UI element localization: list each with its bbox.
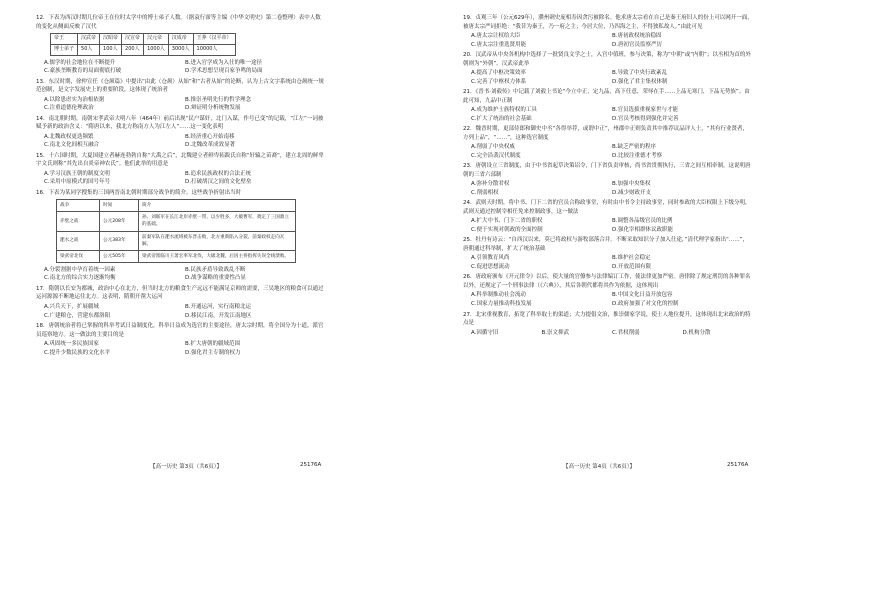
option-c[interactable]: C.完善了中枢权力体系 [471,78,527,85]
table-cell: 时间 [100,200,139,212]
table-row [51,34,236,45]
question-19 [463,14,753,49]
option-c[interactable]: C.促进思想流动 [471,263,510,270]
option-b[interactable]: B.扩大唐朝的疆域范围 [185,341,241,348]
answer-options [36,340,326,357]
question-22 [463,125,753,160]
answer-options [463,329,753,338]
question-16 [36,189,326,283]
question-stem: 21．《晋书·刘毅传》中记载了刘毅上书论“今立中正，定九品，高下任意，荣辱在手……上品无寒门，下品无势族”。由此可知，九品中正制 [463,89,750,104]
answer-options [463,106,753,123]
question-stem: 22．魏晋时期，更部侍郎和御史中丞“各得举荐，或谓中正”，州郡中正则负责其中推荐议品评人士，“其有行业贤者，方列上品”，“……”，这种选官制度 [463,126,749,141]
table-cell: 梁武帝北伐 [57,250,100,262]
question-stem: 13．东汉时期，徐仲宣任《仓颉篇》中提出“由此（仓颉）从始”和“古者从始”的论断，认为上古文字系统由仓颉统一规范创制，是文字发展史上的重要阶段，这体现了统治者 [36,78,324,94]
option-b[interactable]: B.经济重心开始南移 [185,133,235,140]
question-stem: 18．唐朝统治者将已掌握的科举考试日益制度化，科举日益成为选官的主要途径，唐太宗时期，将全国分为十道，派官员巡察地方。这一做法的主要目的是 [36,323,324,338]
answer-options [36,170,326,187]
question-stem: 27．北宋重视教育，拓宽了科举取士的渠道；大力提倡文治，推崇儒家学说，使士人地位提升，这体现出北宋政治的特点是 [463,311,751,327]
option-c[interactable]: C.提升少数民族的文化水平 [44,349,111,356]
table-cell: 汉武帝 [78,34,100,45]
table-cell: 公元208年 [100,212,139,231]
question-stem: 14．南北朝时期，南朝宋孝武帝大明八年（464年）前后出现“民户谋奸，北门入谋，作号已变”的记载，“江左”一词被赋予新的政治含义：“隋唐以来，我北方称南方人为江左人”……这一变化表明 [36,115,324,131]
option-b[interactable]: B.崇文抑武 [541,329,570,336]
option-c[interactable]: C.扩大了统治的社会基础 [471,115,532,122]
option-c[interactable]: C.君权削弱 [612,329,640,336]
question-stem: 17．隋朝以长安为都城，政治中心在北方，但当时北方的粮食生产远远不能满足京师的需要，三吴地区的粮食可以通过运河源源不断地运往北方。这表明，隋朝开凿大运河 [36,285,324,301]
table-cell: 王莽（汉平帝） [193,34,235,45]
table-cell: 简介 [139,200,296,212]
option-d[interactable]: D.战争谋略的重要性凸显 [185,275,246,282]
question-20 [463,51,753,86]
option-b[interactable]: B.导致了中央行政紊乱 [612,70,668,77]
table-cell: 汉元帝 [144,34,169,45]
data-table [56,199,296,263]
option-a[interactable]: A.分裂割据中孕育着统一因素 [44,266,116,273]
option-d[interactable]: D.打破胡汉之间的文化壁垒 [185,179,252,186]
table-cell: 前秦军队在淝水流域被东晋击败，北方重新陷入分裂，前秦政权走向瓦解。 [139,231,296,250]
table-cell: 100人 [100,44,122,55]
table-cell: 梁武帝派临川王萧宏率军北伐，大破北魏，后因主将指挥失误全线溃败。 [139,250,296,262]
option-d[interactable]: D.学术思想呈现百家争鸣的局面 [185,68,263,75]
answer-options [36,303,326,320]
question-stem: 26．唐政府颁布《开元律令》以后，使大量的官僚参与法律编订工作，使法律更加严密。唐律除了规定刑罚的各种罪名以外，还规定了一个刑事法律（《六典》），其后各朝代都将其作为依据，这体现出 [463,274,751,289]
question-21 [463,88,753,123]
option-a[interactable]: A.学习汉族王朝的制度文明 [44,170,110,177]
option-c[interactable]: C.注重道德伦理政治 [44,105,94,112]
option-b[interactable]: B.缺乏严密的程序 [612,144,657,151]
option-d[interactable]: D.机构分散 [682,329,711,336]
question-stem: 19．贞观三年（公元629年），濮州刺史庞相寿因贪污被除名。他求唐太宗看在自己是秦王府旧人的份上可以网开一面，被唐太宗严词拒绝：“我昔为秦王，乃一府之主；今居大位，乃四海之主，不得独私故人。”由此可见 [463,15,753,30]
option-b[interactable]: B.调整各品级官员的比例 [612,218,673,225]
option-b[interactable]: B.进入官学成为入仕的唯一途径 [185,59,263,66]
option-d[interactable]: D.北魏改革成效显著 [185,142,235,149]
option-c[interactable]: C.唐太宗注重选贤用能 [471,41,527,48]
question-24 [463,199,753,234]
question-27 [463,311,753,338]
option-d[interactable]: D.唐初官员监察严厉 [612,41,662,48]
answer-options [463,69,753,86]
answer-options [463,180,753,197]
option-b[interactable]: B.中国文化日益开放包容 [612,292,673,299]
option-a[interactable]: A.弥补分散君权 [471,181,510,188]
option-a[interactable]: A.扩大中书、门下二省的职权 [471,218,543,225]
table-cell: 200人 [122,44,144,55]
option-d[interactable]: D.强化君主专制的权力 [185,349,241,356]
table-cell: 公元505年 [100,250,139,262]
table-cell: 汉成帝 [168,34,193,45]
question-stem: 24．武则天时期，将中书、门下二省的官员合称政事堂，有时由中书令主持政事堂，同时参政的大臣权限上下级分明，武则天通过控制宰相任免来控制政事，这一做法 [463,200,751,215]
table-cell: 3000人 [168,44,193,55]
option-d[interactable]: D.辩证明分析统物发展 [185,105,241,112]
option-d[interactable]: D.移民江南，开发江南地区 [185,312,252,319]
option-a[interactable]: A.提高了中枢决策效率 [471,70,526,77]
question-stem: 20．汉武帝从中央各机构中选择了一批贤良文学之士，入宫中值班，参与决策，称为“中朝”或“内朝”；以丞相为首的外朝则为“外朝”。汉武帝此举 [463,52,751,67]
table-cell: 汉昭帝 [100,34,122,45]
option-b[interactable]: B.推崇圣明先行的哲学理念 [185,96,252,103]
answer-options [463,32,753,49]
answer-options [463,254,753,271]
option-d[interactable]: D.强化了君主集权体制 [612,78,668,85]
question-stem: 16．下表为某同学搜集的三国两晋南北朝时期部分战争的简介。这些战争折射出当时 [36,189,242,196]
left-column [36,14,326,359]
option-d[interactable]: D.比较注重德才考察 [612,152,662,159]
question-stem: 15．十六国时期，大夏国建立者赫连勃勃自称“大禹之后”，北魏建立者鲜卑拓跋氏自称“轩辕之苗裔”，建立北周的鲜卑宇文氏则称“其先出自炎帝神农氏”。他们此举的用意是 [36,152,324,168]
option-a[interactable]: A.儒学的社会地位在不断提升 [44,59,116,66]
option-c[interactable]: C.南北方的综合实力逐渐均衡 [44,275,116,282]
option-a[interactable]: A.削弱了中央权威 [471,144,515,151]
table-row [57,231,296,250]
option-a[interactable]: A.引领教育风尚 [471,255,510,262]
table-row [57,212,296,231]
option-c[interactable]: C.豪族垄断教育的局面彻底打破 [44,68,122,75]
question-stem: 25．牡丹有诗云：“自西汉以来，莫已将政权与游牧部落合并。不断采取知识分子加入仕途，”清代理学家指出“……”，唐朝通过科举制，扩大了统治基础 [463,237,749,252]
answer-options [36,59,326,76]
option-c[interactable]: C.便于实现对朝政的全面控制 [471,226,543,233]
option-c[interactable]: C.完全沿袭汉代制度 [471,152,521,159]
option-d[interactable]: D.强化宰相群体议政职能 [612,226,673,233]
option-d[interactable]: D.开放范围有限 [612,263,651,270]
answer-options [36,266,326,283]
right-column [463,14,753,339]
option-a[interactable]: A.以除患虐实为治根依据 [44,96,105,103]
table-cell: 10000人 [193,44,235,55]
question-15 [36,152,326,187]
page-footer: 【高一历史 第3页（共6页）】 [150,464,222,470]
table-row [51,44,236,55]
option-c[interactable]: C.削弱相权 [471,189,499,196]
option-a[interactable]: A.因循守旧 [471,329,499,336]
table-cell: 赤壁之战 [57,212,100,231]
option-b[interactable]: B.追求民族政权的合法正统 [185,170,252,177]
option-a[interactable]: A.兴兵天下，扩展疆域 [44,303,99,310]
option-b[interactable]: B.官员选拔重视家世与才能 [612,107,679,114]
table-cell: 淝水之战 [57,231,100,250]
answer-options [463,217,753,234]
table-row [57,250,296,262]
paper-code: 25176A [300,462,322,468]
question-12 [36,14,326,76]
question-18 [36,322,326,357]
option-c[interactable]: C.采用中原模式的国号年号 [44,179,111,186]
table-cell: 1000人 [144,44,169,55]
table-row [57,200,296,212]
table-cell: 帝王 [51,34,78,45]
question-13 [36,78,326,113]
answer-options [36,133,326,150]
question-17 [36,285,326,320]
option-c[interactable]: C.国家力量推动科技发展 [471,300,532,307]
option-b[interactable]: B.民族矛盾导致战乱不断 [185,266,246,273]
answer-options [36,96,326,113]
table-cell: 汉宣帝 [122,34,144,45]
option-d[interactable]: D.政府加强了对文化的控制 [612,300,679,307]
option-a[interactable]: A.北魏政权更迭频繁 [44,133,94,140]
data-table [50,33,236,56]
option-a[interactable]: A.唐太宗让权给大臣 [471,33,521,40]
option-d[interactable]: D.减少财政开支 [612,189,651,196]
table-cell: 公元383年 [100,231,139,250]
table-cell: 战争 [57,200,100,212]
option-b[interactable]: B.加强中央集权 [612,181,651,188]
option-b[interactable]: B.唐初政权统治稳固 [612,33,662,40]
answer-options [463,291,753,308]
table-cell: 孙、刘联军在长江北岸赤壁一带，以少胜多，大破曹军，奠定了三国鼎立的基础。 [139,212,296,231]
answer-options [463,143,753,160]
question-stem: 12．下表为西汉时期几位帝王在位时太学中的博士弟子人数。（据袁行霈等主编《中华文明史》第二卷整理）表中人数的变化从侧面反映了汉代 [36,15,321,30]
table-cell: 50人 [78,44,100,55]
option-a[interactable]: A.成为维护士族特权的工具 [471,107,537,114]
option-c[interactable]: C.广建粮仓，营建东都洛阳 [44,312,111,319]
option-a[interactable]: A.巩固统一多民族国家 [44,341,99,348]
paper-code: 25176A [727,462,749,468]
option-a[interactable]: A.科举制推动社会流动 [471,292,526,299]
question-stem: 23．唐朝设立三省制度，由于中书省起草决策诏令，门下省负责审核，尚书省贯彻执行，三省之间互相牵制，这说明唐朝的三省六部制 [463,163,751,178]
option-b[interactable]: B.开通运河，实行南粮北运 [185,303,252,310]
question-14 [36,115,326,150]
question-25 [463,236,753,271]
question-26 [463,273,753,308]
page-footer: 【高一历史 第4页（共6页）】 [563,464,635,470]
option-c[interactable]: C.南北文化间相互融合 [44,142,100,149]
option-d[interactable]: D.官员考核得到强化并完善 [612,115,679,122]
table-cell: 博士弟子 [51,44,78,55]
option-b[interactable]: B.维护社会稳定 [612,255,651,262]
question-23 [463,162,753,197]
